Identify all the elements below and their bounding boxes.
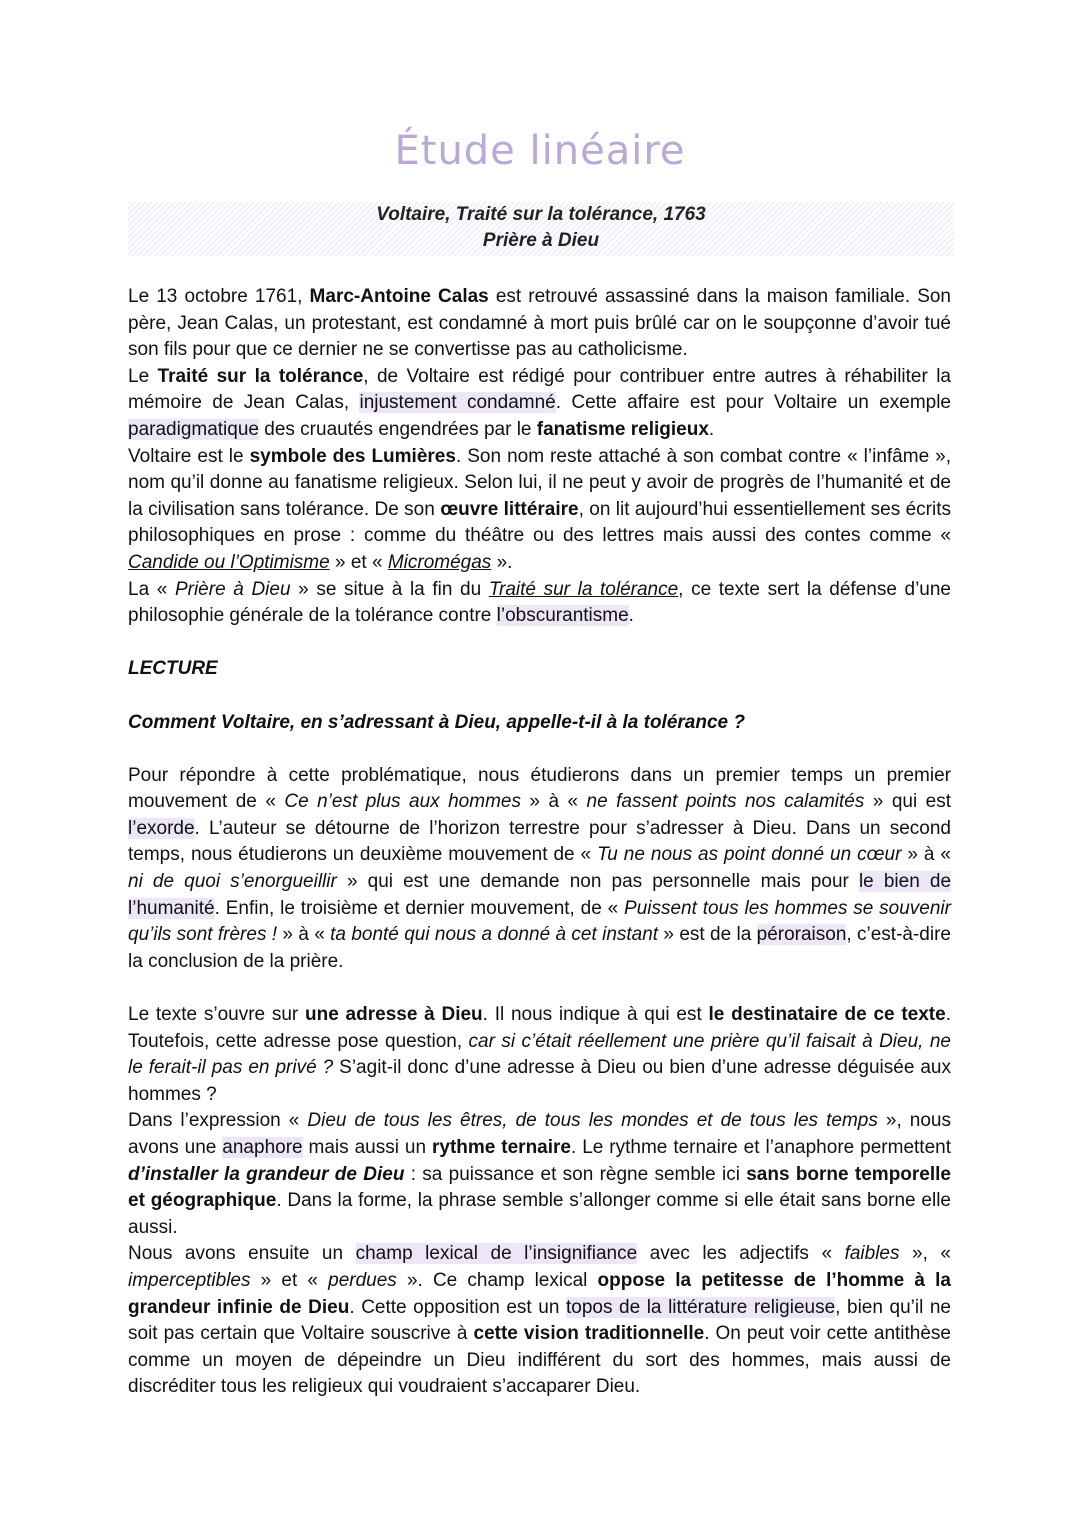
intro-paragraph-2: Le Traité sur la tolérance, de Voltaire est rédigé pour contribuer entre autres à réhabiliter la mémoire de Jean Calas, injustement condamné. Cette affaire est pour Voltaire un exemple paradigmatique des cruautés engendrées par le fanatisme religieux. [128, 365, 952, 440]
analysis-paragraph-2: Dans l’expression « Dieu de tous les êtres, de tous les mondes et de tous les temps », nous avons une anaphore mais aussi un rythme ternaire. Le rythme ternaire et l’anaphore permettent d’installer la grandeur de Dieu : sa puissance et son règne semble ici sans borne temporelle et géographique. Dans la forme, la phrase semble s’allonger comme si elle était sans borne elle aussi. [128, 1110, 951, 1238]
page-title: Étude linéaire [394, 128, 686, 174]
work-reference-banner [128, 202, 954, 256]
work-reference-line: Voltaire, Traité sur la tolérance, 1763 [376, 204, 706, 225]
intro-paragraph-1: Le 13 octobre 1761, Marc-Antoine Calas est retrouvé assassiné dans la maison familiale. Son père, Jean Calas, un protestant, est condamné à mort puis brûlé car on le soupçonne d’avoir tué son fils pour que ce dernier ne se convertisse pas au catholicisme. [128, 286, 951, 361]
problematique-heading: Comment Voltaire, en s’adressant à Dieu, appelle-t-il à la tolérance ? [128, 711, 745, 733]
work-title-line: Prière à Dieu [482, 230, 600, 251]
analysis-paragraph-3: Nous avons ensuite un champ lexical de l’insignifiance avec les adjectifs « faibles », « imperceptibles » et « perdues ». Ce champ lexical oppose la petitesse de l’homme à la grandeur infinie de Dieu. Cette opposition est un topos de la littérature religieuse, bien qu’il ne soit pas certain que Voltaire souscrive à cette vision traditionnelle. On peut voir cette antithèse comme un moyen de dépeindre un Dieu indifférent du sort des hommes, mais aussi de discréditer tous les religieux qui voudraient s’accaparer Dieu. [128, 1243, 952, 1398]
lecture-heading: LECTURE [128, 658, 218, 680]
analysis-paragraph-1: Le texte s’ouvre sur une adresse à Dieu. Il nous indique à qui est le destinataire de ce texte. Toutefois, cette adresse pose question, car si c’était réellement une prière qu’il faisait à Dieu, ne le ferait-il pas en privé ? S’agit-il donc d’une adresse à Dieu ou bien d’une adresse déguisée aux hommes ? [128, 1004, 951, 1105]
intro-paragraph-3: Voltaire est le symbole des Lumières. Son nom reste attaché à son combat contre « l’infâme », nom qu’il donne au fanatisme religieux. Selon lui, il ne peut y avoir de progrès de l’humanité et de la civilisation sans tolérance. De son œuvre littéraire, on lit aujourd’hui essentiellement ses écrits philosophiques en prose : comme du théâtre ou des lettres mais aussi des contes comme « Candide ou l’Optimisme » et « Micromégas ». [128, 445, 952, 573]
document-body [128, 284, 951, 1401]
intro-paragraph-4: La « Prière à Dieu » se situe à la fin du Traité sur la tolérance, ce texte sert la défense d’une philosophie générale de la tolérance contre l’obscurantisme. [128, 578, 951, 627]
plan-paragraph: Pour répondre à cette problématique, nous étudierons dans un premier temps un premier mouvement de « Ce n’est plus aux hommes » à « ne fassent points nos calamités » qui est l’exorde. L’auteur se détourne de l’horizon terrestre pour s’adresser à Dieu. Dans un second temps, nous étudierons un deuxième mouvement de « Tu ne nous as point donné un cœur » à « ni de quoi s’enorgueillir » qui est une demande non pas personnelle mais pour le bien de l’humanité. Enfin, le troisième et dernier mouvement, de « Puissent tous les hommes se souvenir qu’ils sont frères ! » à « ta bonté qui nous a donné à cet instant » est de la péroraison, c’est-à-dire la conclusion de la prière. [128, 764, 952, 972]
